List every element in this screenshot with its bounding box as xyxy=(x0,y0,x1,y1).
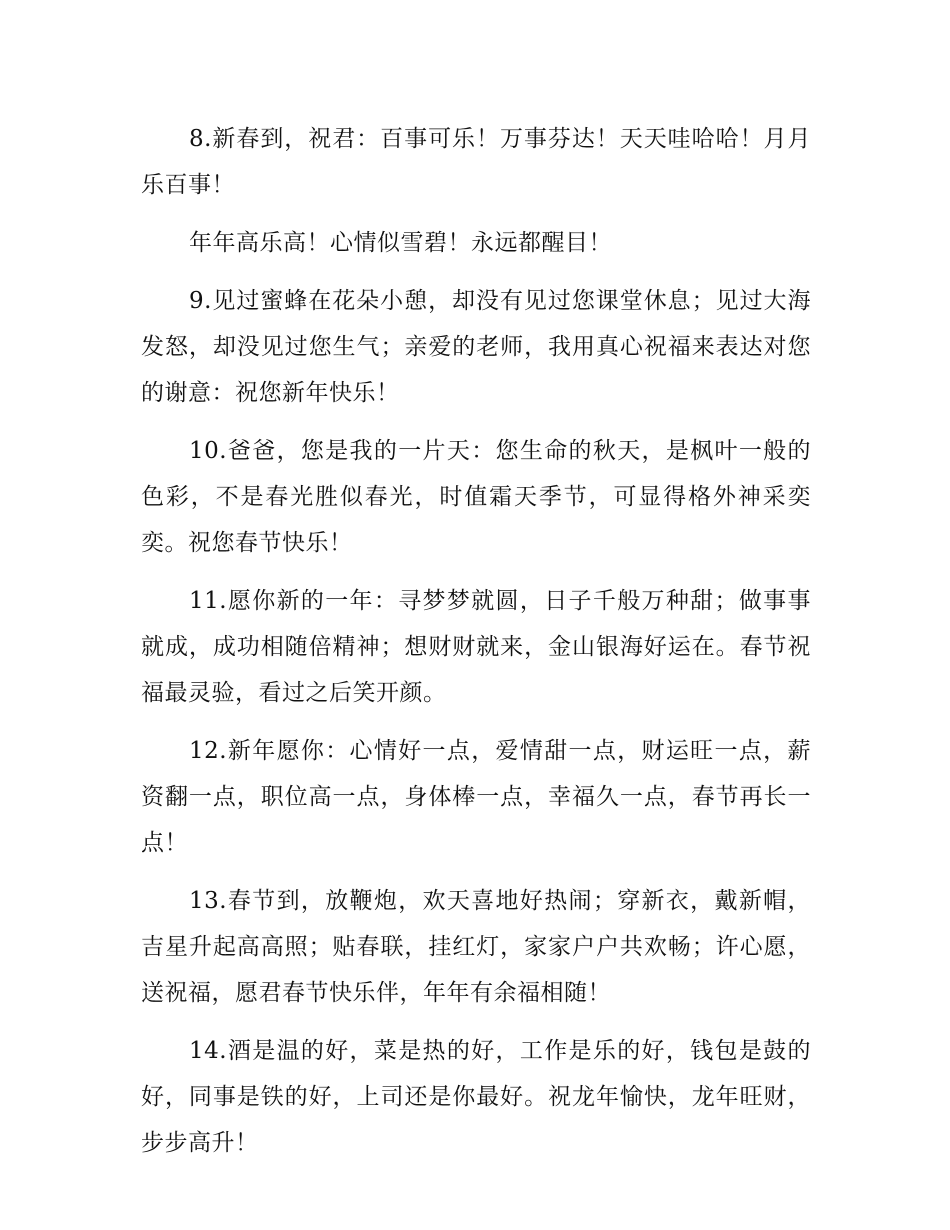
paragraph-13: 13.春节到，放鞭炮，欢天喜地好热闹；穿新衣，戴新帽，吉星升起高高照；贴春联，挂红灯，家家户户共欢畅；许心愿，送祝福，愿君春节快乐伴，年年有余福相随！ xyxy=(141,888,811,1006)
paragraph-10: 10.爸爸，您是我的一片天：您生命的秋天，是枫叶一般的色彩，不是春光胜似春光，时值霜天季节，可显得格外神采奕奕。祝您春节快乐！ xyxy=(141,438,811,556)
document-page xyxy=(141,116,811,1178)
paragraph-14: 14.酒是温的好，菜是热的好，工作是乐的好，钱包是鼓的好，同事是铁的好，上司还是你最好。祝龙年愉快，龙年旺财，步步高升！ xyxy=(141,1038,811,1156)
paragraph-11: 11.愿你新的一年：寻梦梦就圆，日子千般万种甜；做事事就成，成功相随倍精神；想财财就来，金山银海好运在。春节祝福最灵验，看过之后笑开颜。 xyxy=(141,588,811,706)
paragraph-12: 12.新年愿你：心情好一点，爱情甜一点，财运旺一点，薪资翻一点，职位高一点，身体棒一点，幸福久一点，春节再长一点！ xyxy=(141,738,811,856)
paragraph-8: 8.新春到，祝君：百事可乐！万事芬达！天天哇哈哈！月月乐百事！ xyxy=(141,126,811,198)
paragraph-9: 9.见过蜜蜂在花朵小憩，却没有见过您课堂休息；见过大海发怒，却没见过您生气；亲爱的老师，我用真心祝福来表达对您的谢意：祝您新年快乐！ xyxy=(141,288,811,406)
paragraph-8-continued: 年年高乐高！心情似雪碧！永远都醒目！ xyxy=(189,230,612,256)
